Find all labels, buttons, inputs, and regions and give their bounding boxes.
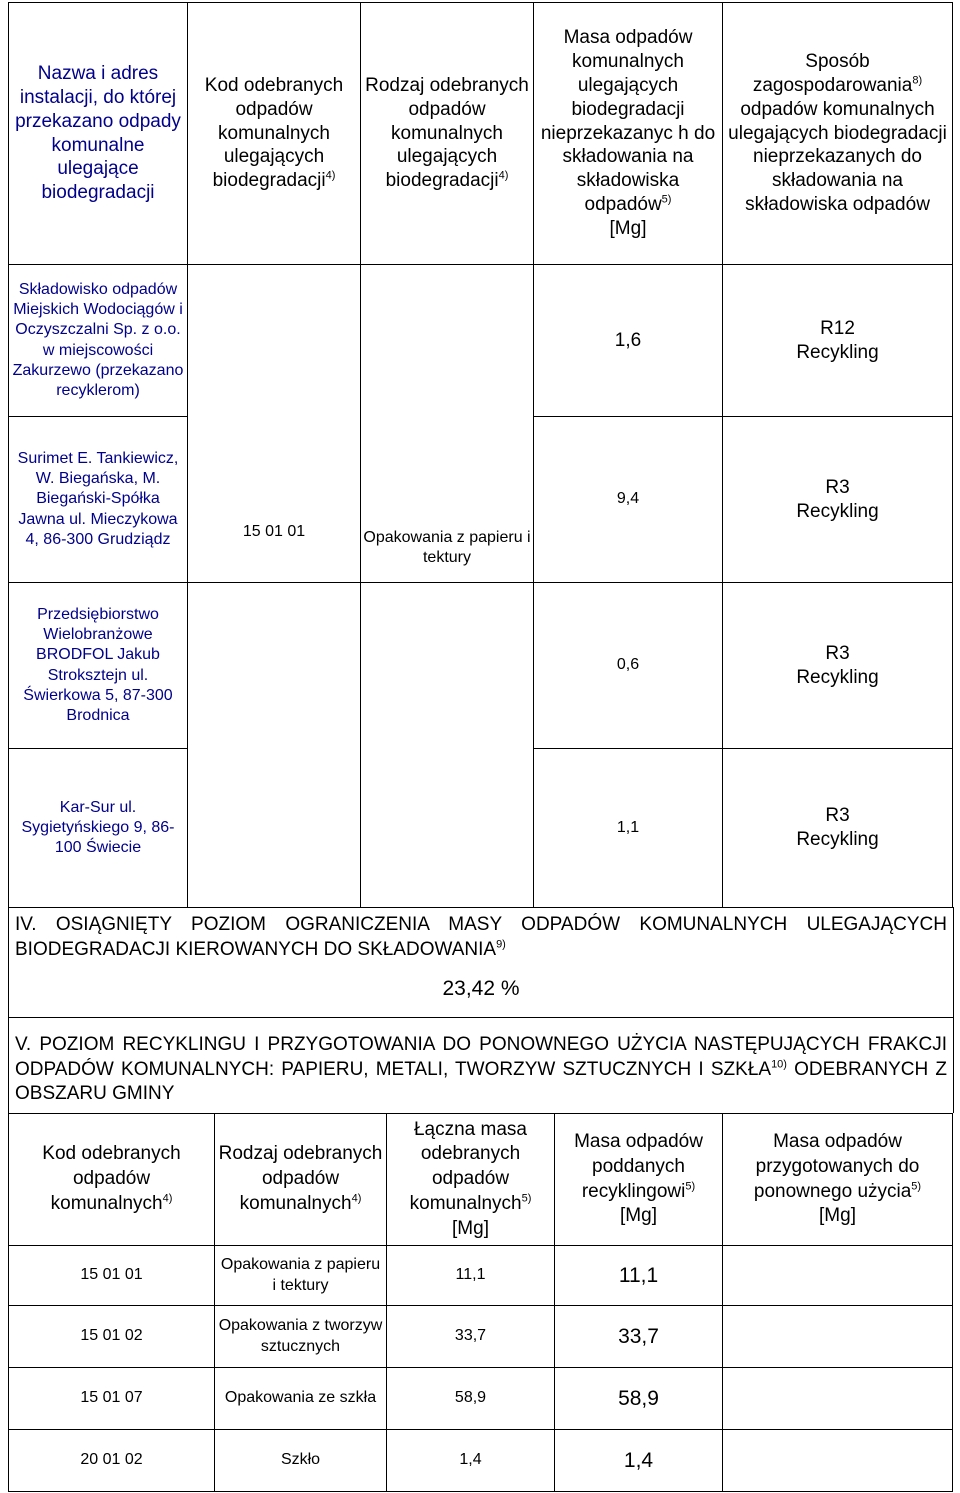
reuse-cell bbox=[723, 1246, 953, 1306]
recycling-table bbox=[8, 1113, 953, 1492]
table-row bbox=[9, 749, 953, 908]
reuse-cell bbox=[723, 1368, 953, 1430]
recycled-cell: 11,1 bbox=[555, 1246, 723, 1306]
total-cell: 1,4 bbox=[387, 1430, 555, 1492]
header-type: Rodzaj odebranych odpadów komunalnych$^{4)}$ bbox=[215, 1114, 387, 1246]
code-cell: 15 01 07 bbox=[9, 1368, 215, 1430]
waste-type-cell: Opakowania z papieru i tektury bbox=[361, 265, 534, 583]
method-cell: R12 Recykling bbox=[723, 265, 953, 417]
table-row bbox=[9, 1246, 953, 1306]
mass-cell: 9,4 bbox=[534, 417, 723, 583]
reuse-cell bbox=[723, 1306, 953, 1368]
mass-cell: 1,6 bbox=[534, 265, 723, 417]
header-recycled-mass: Masa odpadów poddanych recyklingowi$^{5)}$ [Mg] bbox=[555, 1114, 723, 1246]
table-header-row bbox=[9, 1114, 953, 1246]
recycled-cell: 33,7 bbox=[555, 1306, 723, 1368]
total-cell: 58,9 bbox=[387, 1368, 555, 1430]
table-row bbox=[9, 265, 953, 417]
section-v-heading: V. POZIOM RECYKLINGU I PRZYGOTOWANIA DO PONOWNEGO UŻYCIA NASTĘPUJĄCYCH FRAKCJI ODPADÓW KOMUNALNYCH: PAPIERU, METALI, TWORZYW SZTUCZNYCH I SZKŁA$^{10)}$ ODEBRANYCH Z OBSZARU GMINY bbox=[15, 1034, 947, 1105]
header-total-mass: Łączna masa odebranych odpadów komunalnych$^{5)}$ [Mg] bbox=[387, 1114, 555, 1246]
code-cell: 20 01 02 bbox=[9, 1430, 215, 1492]
empty-cell bbox=[361, 583, 534, 749]
total-cell: 33,7 bbox=[387, 1306, 555, 1368]
header-facility: Nazwa i adres instalacji, do której przekazano odpady komunalne ulegające biodegradacji bbox=[9, 3, 188, 265]
mass-cell: 0,6 bbox=[534, 583, 723, 749]
header-waste-code: Kod odebranych odpadów komunalnych ulegających biodegradacji$^{4)}$ bbox=[188, 3, 361, 265]
header-code: Kod odebranych odpadów komunalnych$^{4)}$ bbox=[9, 1114, 215, 1246]
method-cell: R3 Recykling bbox=[723, 583, 953, 749]
facility-cell: Surimet E. Tankiewicz, W. Biegańska, M. Biegański-Spółka Jawna ul. Mieczykowa 4, 86-300 Grudziądz bbox=[9, 417, 188, 583]
section-iv bbox=[8, 907, 954, 1018]
section-iv-heading: IV. OSIĄGNIĘTY POZIOM OGRANICZENIA MASY ODPADÓW KOMUNALNYCH ULEGAJĄCYCH BIODEGRADACJI KIEROWANYCH DO SKŁADOWANIA$^{9)}$ bbox=[15, 914, 947, 960]
header-mass: Masa odpadów komunalnych ulegających biodegradacji nieprzekazanyc h do składowania na składowiska odpadów$^{5)}$ [Mg] bbox=[534, 3, 723, 265]
total-cell: 11,1 bbox=[387, 1246, 555, 1306]
header-method: Sposób zagospodarowania$^{8)}$ odpadów komunalnych ulegających biodegradacji nieprzekazanych do składowania na składowiska odpadów bbox=[723, 3, 953, 265]
facility-cell: Kar-Sur ul. Sygietyńskiego 9, 86-100 Świecie bbox=[9, 749, 188, 908]
code-cell: 15 01 02 bbox=[9, 1306, 215, 1368]
empty-cell bbox=[361, 749, 534, 908]
method-cell: R3 Recykling bbox=[723, 417, 953, 583]
limit-level-value: 23,42 % bbox=[442, 977, 520, 1000]
code-cell: 15 01 01 bbox=[9, 1246, 215, 1306]
table-row bbox=[9, 1306, 953, 1368]
section-v bbox=[8, 1017, 954, 1113]
empty-cell bbox=[188, 749, 361, 908]
recycled-cell: 1,4 bbox=[555, 1430, 723, 1492]
reuse-cell bbox=[723, 1430, 953, 1492]
header-reuse-mass: Masa odpadów przygotowanych do ponownego użycia$^{5)}$ [Mg] bbox=[723, 1114, 953, 1246]
type-cell: Opakowania ze szkła bbox=[215, 1368, 387, 1430]
empty-cell bbox=[188, 583, 361, 749]
recycled-cell: 58,9 bbox=[555, 1368, 723, 1430]
table-row bbox=[9, 1430, 953, 1492]
type-cell: Opakowania z tworzyw sztucznych bbox=[215, 1306, 387, 1368]
header-waste-type: Rodzaj odebranych odpadów komunalnych ulegających biodegradacji$^{4)}$ bbox=[361, 3, 534, 265]
waste-code-cell: 15 01 01 bbox=[188, 265, 361, 583]
table-row bbox=[9, 583, 953, 749]
table-row bbox=[9, 1368, 953, 1430]
facility-cell: Przedsiębiorstwo Wielobranżowe BRODFOL Jakub Stroksztejn ul. Świerkowa 5, 87-300 Brodnica bbox=[9, 583, 188, 749]
biodegradable-waste-table bbox=[8, 2, 953, 908]
table-header-row bbox=[9, 3, 953, 265]
type-cell: Szkło bbox=[215, 1430, 387, 1492]
mass-cell: 1,1 bbox=[534, 749, 723, 908]
method-cell: R3 Recykling bbox=[723, 749, 953, 908]
facility-cell: Składowisko odpadów Miejskich Wodociągów i Oczyszczalni Sp. z o.o. w miejscowości Zakurzewo (przekazano recyklerom) bbox=[9, 265, 188, 417]
type-cell: Opakowania z papieru i tektury bbox=[215, 1246, 387, 1306]
